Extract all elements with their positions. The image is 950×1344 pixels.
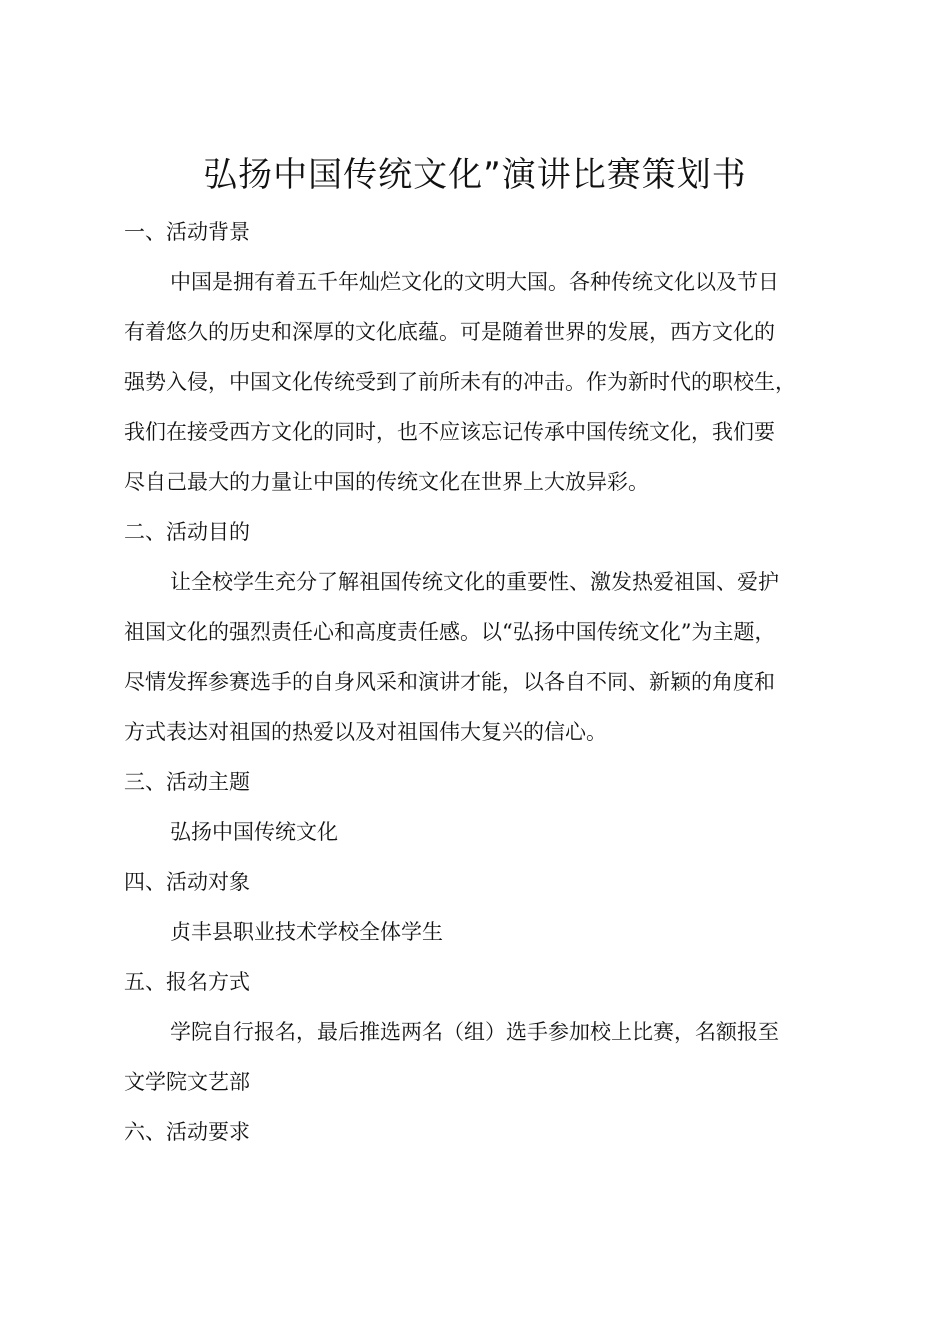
paragraph-line: 有着悠久的历史和深厚的文化底蕴。可是随着世界的发展，西方文化的 [124, 320, 775, 344]
paragraph-line: 学院自行报名，最后推选两名（组）选手参加校上比赛，名额报至 [170, 1020, 779, 1044]
heading-audience: 四、活动对象 [124, 870, 250, 894]
paragraph-line: 强势入侵，中国文化传统受到了前所未有的冲击。作为新时代的职校生， [124, 370, 796, 394]
heading-purpose: 二、活动目的 [124, 520, 250, 544]
paragraph-line: 让全校学生充分了解祖国传统文化的重要性、激发热爱祖国、爱护 [170, 570, 779, 594]
paragraph-line: 方式表达对祖国的热爱以及对祖国伟大复兴的信心。 [124, 720, 607, 744]
heading-requirements: 六、活动要求 [124, 1120, 250, 1144]
paragraph-line: 祖国文化的强烈责任心和高度责任感。以“弘扬中国传统文化”为主题， [124, 620, 776, 644]
document-body [124, 207, 854, 1157]
paragraph-line: 尽情发挥参赛选手的自身风采和演讲才能，以各自不同、新颖的角度和 [124, 670, 775, 694]
paragraph-line: 尽自己最大的力量让中国的传统文化在世界上大放异彩。 [124, 470, 649, 494]
paragraph-line: 弘扬中国传统文化 [170, 820, 338, 844]
heading-registration: 五、报名方式 [124, 970, 250, 994]
document-title: 弘扬中国传统文化”演讲比赛策划书 [203, 155, 747, 195]
paragraph-line: 中国是拥有着五千年灿烂文化的文明大国。各种传统文化以及节日 [170, 270, 779, 294]
paragraph-line: 贞丰县职业技术学校全体学生 [170, 920, 443, 944]
heading-theme: 三、活动主题 [124, 770, 250, 794]
paragraph-line: 文学院文艺部 [124, 1070, 250, 1094]
heading-background: 一、活动背景 [124, 220, 250, 244]
paragraph-line: 我们在接受西方文化的同时，也不应该忘记传承中国传统文化，我们要 [124, 420, 775, 444]
